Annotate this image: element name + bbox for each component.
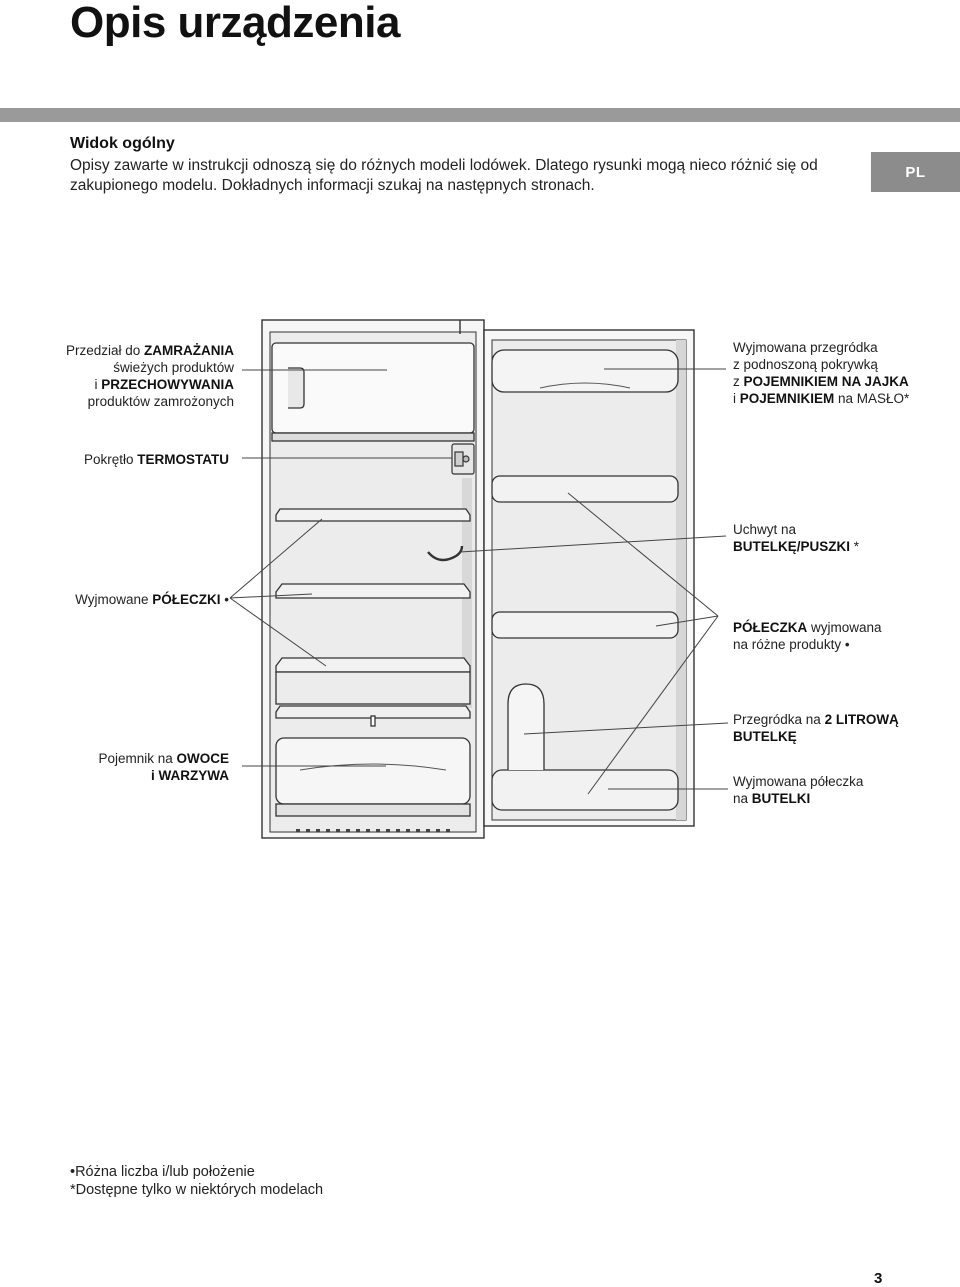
label-text: i — [94, 377, 102, 392]
section-heading: Widok ogólny — [70, 135, 175, 152]
label-text: • — [220, 592, 229, 607]
label-emphasis: PÓŁECZKI — [152, 592, 221, 607]
label-shelves — [40, 591, 229, 608]
label-emphasis: 2 LITROWĄ — [824, 712, 899, 727]
page-number: 3 — [874, 1270, 883, 1287]
label-freezer — [40, 342, 234, 410]
door-butter-box — [492, 350, 678, 392]
label-text: z — [733, 374, 744, 389]
label-door-shelf — [733, 619, 948, 653]
label-text: Pokrętło — [83, 452, 138, 467]
label-bottle-holder — [733, 521, 948, 555]
label-emphasis: ZAMRAŻANIA — [144, 343, 234, 358]
label-text: * — [850, 539, 860, 554]
label-emphasis: BUTELKĘ/PUSZKI — [733, 539, 851, 554]
label-text: wyjmowana — [807, 620, 882, 635]
label-text: Wyjmowana półeczka — [733, 774, 864, 789]
footnote-variable: •Różna liczba i/lub położenie — [70, 1164, 255, 1180]
language-tab: PL — [871, 152, 960, 192]
label-emphasis: PRZECHOWYWANIA — [101, 377, 234, 392]
label-crisper — [40, 750, 229, 784]
label-text: na różne produkty • — [733, 637, 850, 652]
label-emphasis: POJEMNIKIEM — [739, 391, 835, 406]
label-text: produktów zamrożonych — [87, 394, 234, 409]
label-emphasis: OWOCE — [176, 751, 229, 766]
label-text: Pojemnik na — [98, 751, 177, 766]
footnote-optional: *Dostępne tylko w niektórych modelach — [70, 1182, 324, 1198]
two-litre-compartment — [508, 684, 544, 770]
label-text: Przedział do — [65, 343, 144, 358]
footnotes — [70, 1163, 323, 1199]
label-door-box — [733, 339, 948, 407]
label-text: z podnoszoną pokrywką — [733, 357, 878, 372]
label-text: Uchwyt na — [733, 522, 797, 537]
freezer-compartment — [272, 343, 474, 441]
label-emphasis: i WARZYWA — [151, 768, 229, 783]
label-thermostat — [40, 451, 229, 468]
label-text: Wyjmowane — [75, 592, 153, 607]
label-emphasis: POJEMNIKIEM NA JAJKA — [743, 374, 909, 389]
label-text: Przegródka na — [733, 712, 825, 727]
label-text: i — [733, 391, 740, 406]
label-bottle-shelf — [733, 773, 948, 807]
label-text: na — [733, 791, 752, 806]
label-text: Wyjmowana przegródka — [733, 340, 878, 355]
label-emphasis: TERMOSTATU — [137, 452, 229, 467]
intro-paragraph: Opisy zawarte w instrukcji odnoszą się do różnych modeli lodówek. Dlatego rysunki mogą nieco różnić się od zakupionego modelu. Dokładnych informacji szukaj na następnych stronach. — [70, 157, 818, 194]
page-title: Opis urządzenia — [70, 0, 400, 47]
label-two-litre — [733, 711, 948, 745]
label-emphasis: BUTELKĘ — [733, 729, 797, 744]
label-emphasis: BUTELKI — [751, 791, 811, 806]
label-text: świeżych produktów — [113, 360, 234, 375]
thermostat-knob — [452, 444, 474, 474]
label-emphasis: PÓŁECZKA — [733, 620, 808, 635]
label-text: na MASŁO* — [834, 391, 910, 406]
